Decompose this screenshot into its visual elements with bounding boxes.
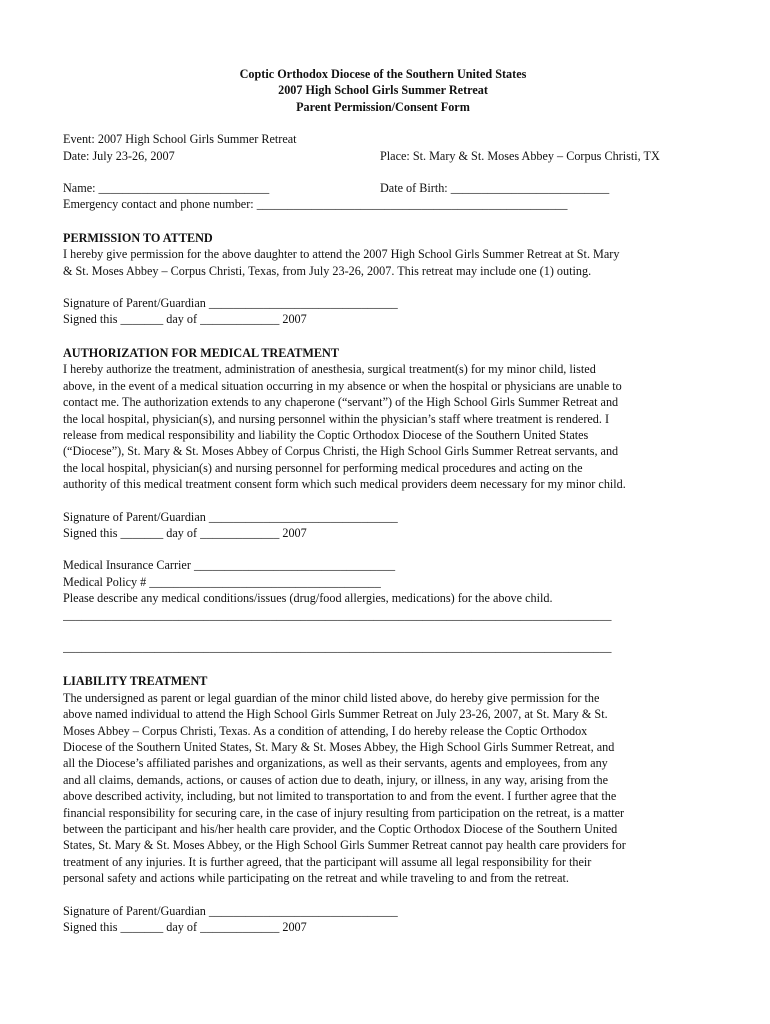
liability-text-line: between the participant and his/her health care provider, and the Coptic Orthodox Diocese of the Southern United <box>63 822 618 837</box>
liability-text-line: above named individual to attend the High School Girls Summer Retreat on July 23-26, 2007, at St. Mary & St. <box>63 707 608 722</box>
medical-text-line: contact me. The authorization extends to any chaperone (“servant”) of the High School Girls Summer Retreat and <box>63 395 619 410</box>
liability-text-line: Diocese of the Southern United States, St. Mary & St. Moses Abbey, the High School Girls Summer Retreat, and <box>63 740 615 754</box>
permission-text-line: I hereby give permission for the above daughter to attend the 2007 High School Girls Summer Retreat at St. Mary <box>63 247 620 262</box>
liability-text-line: States, St. Mary & St. Moses Abbey, or the High School Girls Summer Retreat cannot pay health care providers for <box>63 838 626 853</box>
consent-form-page <box>63 66 703 935</box>
medical-conditions-line-2[interactable]: __________________________________________________________________________________________ <box>63 639 612 654</box>
name-dob-row <box>63 180 703 196</box>
form-header <box>63 66 703 115</box>
medical-conditions-line-1[interactable]: __________________________________________________________________________________________ <box>63 607 612 622</box>
liability-text-line: personal safety and actions while participating on the retreat and while traveling to and from the retreat. <box>63 871 569 886</box>
medical-text-line: (“Diocese”), St. Mary & St. Moses Abbey of Corpus Christi, the High School Girls Summer Retreat servants, and <box>63 444 619 459</box>
liability-text-line: Moses Abbey – Corpus Christi, Texas. As a condition of attending, I do hereby release the Coptic Orthodox <box>63 723 588 738</box>
permission-heading: PERMISSION TO ATTEND <box>63 230 213 245</box>
event-info <box>63 131 703 164</box>
medical-signature-field[interactable]: Signature of Parent/Guardian _______________________________ <box>63 509 398 524</box>
medical-section <box>63 345 703 656</box>
permission-section <box>63 230 703 328</box>
medical-text-line: above, in the event of a medical situation occurring in my absence or when the hospital or physicians are unable to <box>63 378 622 393</box>
date-of-birth-field[interactable]: Date of Birth: __________________________ <box>380 181 610 196</box>
permission-signed-date-field[interactable]: Signed this _______ day of _____________ 2007 <box>63 312 307 327</box>
liability-text-line: all the Diocese’s affiliated parishes and organizations, as well as their servants, agents and employees, from any <box>63 756 608 771</box>
medical-heading: AUTHORIZATION FOR MEDICAL TREATMENT <box>63 345 339 360</box>
medical-text-line: I hereby authorize the treatment, administration of anesthesia, surgical treatment(s) for my minor child, listed <box>63 362 596 377</box>
liability-text-line: financial responsibility for securing care, in the case of injury resulting from participation on the retreat, is a matter <box>63 805 625 820</box>
liability-text-line: above described activity, including, but not limited to transportation to and from the event. I further agree that the <box>63 789 617 804</box>
medical-text-line: authority of this medical treatment consent form which such medical providers deem necessary for my minor child. <box>63 477 626 492</box>
liability-heading: LIABILITY TREATMENT <box>63 674 208 689</box>
emergency-contact-field[interactable]: Emergency contact and phone number: ___________________________________________________ <box>63 197 568 212</box>
liability-text-line: and all claims, demands, actions, or causes of action due to death, injury, or illness, in any way, arising from the <box>63 772 609 787</box>
liability-text-line: The undersigned as parent or legal guardian of the minor child listed above, do hereby give permission for the <box>63 690 600 705</box>
insurance-carrier-field[interactable]: Medical Insurance Carrier _________________________________ <box>63 558 396 573</box>
retreat-title: 2007 High School Girls Summer Retreat <box>278 83 488 98</box>
medical-text-line: the local hospital, physician(s) and nursing personnel for performing medical procedures and acting on the <box>63 460 583 475</box>
permission-signature-field[interactable]: Signature of Parent/Guardian _______________________________ <box>63 296 398 311</box>
participant-info <box>63 180 703 213</box>
medical-policy-field[interactable]: Medical Policy # ______________________________________ <box>63 574 381 589</box>
event-line: Event: 2007 High School Girls Summer Retreat <box>63 132 297 147</box>
place-line: Place: St. Mary & St. Moses Abbey – Corpus Christi, TX <box>380 148 660 163</box>
liability-signature-field[interactable]: Signature of Parent/Guardian _______________________________ <box>63 903 398 918</box>
liability-text-line: treatment of any injuries. It is further agreed, that the participant will assume all legal responsibility for their <box>63 854 592 869</box>
medical-signed-date-field[interactable]: Signed this _______ day of _____________ 2007 <box>63 525 307 540</box>
liability-signed-date-field[interactable]: Signed this _______ day of _____________ 2007 <box>63 920 307 935</box>
medical-text-line: the local hospital, physician(s), and nursing personnel within the physician’s staff where treatment is rendered. I <box>63 411 610 426</box>
date-line: Date: July 23-26, 2007 <box>63 148 175 163</box>
date-place-row <box>63 148 703 164</box>
medical-conditions-prompt: Please describe any medical conditions/issues (drug/food allergies, medications) for the above child. <box>63 591 553 606</box>
liability-section <box>63 673 703 935</box>
form-title: Parent Permission/Consent Form <box>296 99 470 114</box>
name-field[interactable]: Name: ____________________________ <box>63 181 270 196</box>
permission-text-line: & St. Moses Abbey – Corpus Christi, Texas, from July 23-26, 2007. This retreat may include one (1) outing. <box>63 263 592 278</box>
medical-text-line: release from medical responsibility and liability the Coptic Orthodox Diocese of the Southern United States <box>63 427 589 442</box>
diocese-title: Coptic Orthodox Diocese of the Southern United States <box>239 67 527 81</box>
